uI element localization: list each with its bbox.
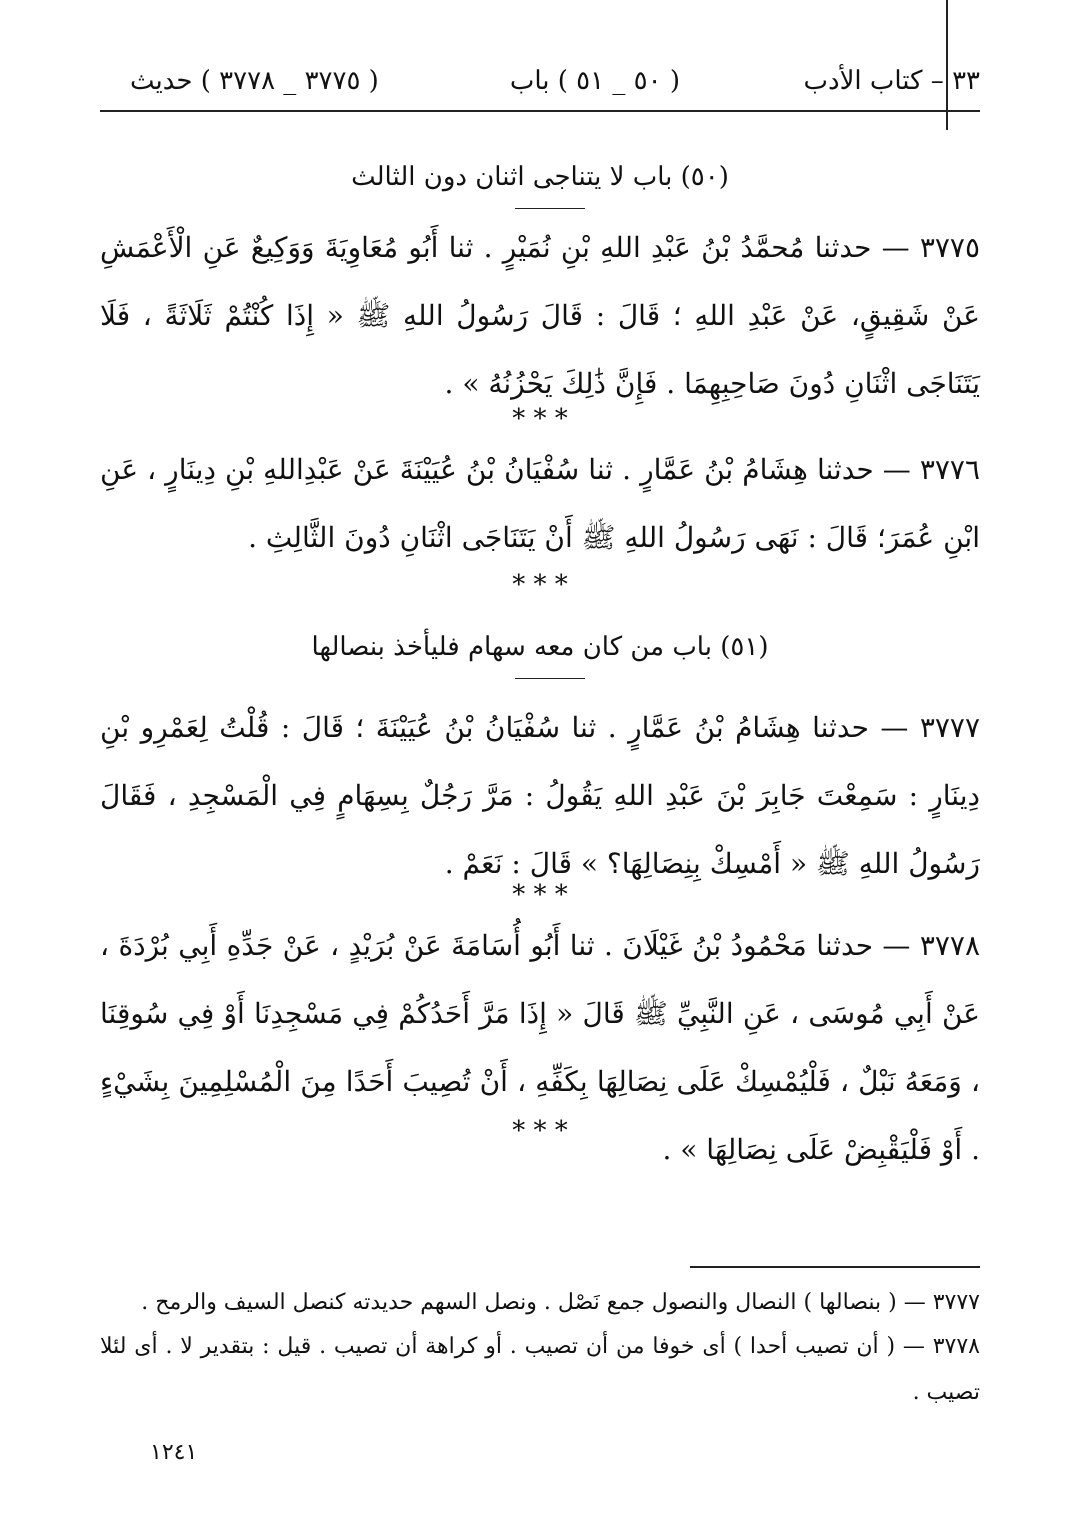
title-underline [515, 678, 585, 679]
separator-stars: * * * [512, 404, 568, 434]
chapter-50-title: (٥٠) باب لا يتناجى اثنان دون الثالث [351, 162, 729, 192]
hadith-3778: ٣٧٧٨ — حدثنا مَحْمُودُ بْنُ غَيْلَانَ . ثنا أَبُو أُسَامَةَ عَنْ بُرَيْدٍ ، عَنْ جَدِّهِ أَبِي بُرْدَةَ ، عَنْ أَبِي مُوسَى ، عَنِ النَّبِيِّ ﷺ قَالَ « إِذَا مَرَّ أَحَدُكُمْ فِي مَسْجِدِنَا أَوْ فِي سُوقِنَا ، وَمَعَهُ نَبْلٌ ، فَلْيُمْسِكْ عَلَى نِصَالِهَا بِكَفِّهِ ، أَنْ تُصِيبَ أَحَدًا مِنَ الْمُسْلِمِينَ بِشَيْءٍ . أَوْ فَلْيَقْبِضْ عَلَى نِصَالِهَا » . [100, 929, 980, 1166]
hadith-3775: ٣٧٧٥ — حدثنا مُحمَّدُ بْنُ عَبْدِ اللهِ بْنِ نُمَيْرٍ . ثنا أَبُو مُعَاوِيَةَ وَوَكِيعٌ عَنِ الْأَعْمَشِ عَنْ شَقِيقٍ، عَنْ عَبْدِ اللهِ ؛ قَالَ : قَالَ رَسُولُ اللهِ ﷺ « إِذَا كُنْتُمْ ثَلَاثَةً ، فَلَا يَتَنَاجَى اثْنَانِ دُونَ صَاحِبِهِمَا . فَإِنَّ ذَٰلِكَ يَحْزُنُهُ » . [100, 231, 980, 400]
header-chapter-range: ( ٥٠ _ ٥١ ) باب [509, 66, 680, 96]
separator-stars: * * * [512, 880, 568, 910]
page-header [100, 66, 980, 102]
header-hadith-range: ( ٣٧٧٥ _ ٣٧٧٨ ) حديث [130, 66, 379, 96]
footnote-rule [690, 1266, 980, 1268]
hadith-3776: ٣٧٧٦ — حدثنا هِشَامُ بْنُ عَمَّارٍ . ثنا سُفْيَانُ بْنُ عُيَيْنَةَ عَنْ عَبْدِاللهِ بْنِ دِينَارٍ ، عَنِ ابْنِ عُمَرَ؛ قَالَ : نَهَى رَسُولُ اللهِ ﷺ أَنْ يَتَنَاجَى اثْنَانِ دُونَ الثَّالِثِ . [100, 453, 980, 554]
title-underline [515, 208, 585, 209]
chapter-51-title: (٥١) باب من كان معه سهام فليأخذ بنصالها [311, 632, 769, 662]
hadith-3777: ٣٧٧٧ — حدثنا هِشَامُ بْنُ عَمَّارٍ . ثنا سُفْيَانُ بْنُ عُيَيْنَةَ ؛ قَالَ : قُلْتُ لِعَمْرِو بْنِ دِينَارٍ : سَمِعْتَ جَابِرَ بْنَ عَبْدِ اللهِ يَقُولُ : مَرَّ رَجُلٌ بِسِهَامٍ فِي الْمَسْجِدِ ، فَقَالَ رَسُولُ اللهِ ﷺ « أَمْسِكْ بِنِصَالِهَا؟ » قَالَ : نَعَمْ . [100, 711, 980, 880]
separator-stars: * * * [512, 1116, 568, 1146]
page-number: ١٢٤١ [150, 1440, 198, 1465]
header-book-title: ٣٣ – كتاب الأدب [803, 66, 980, 96]
footnote-3778: ٣٧٧٨ — ( أن تصيب أحدا ) أى خوفا من أن تصيب . أو كراهة أن تصيب . قيل : بتقدير لا . أى لئلا تصيب . [100, 1334, 980, 1405]
footnote-3777: ٣٧٧٧ — ( بنصالها ) النصال والنصول جمع نَصْل . ونصل السهم حديدته كنصل السيف والرمح . [141, 1290, 980, 1315]
header-rule [100, 110, 980, 112]
separator-stars: * * * [512, 570, 568, 600]
